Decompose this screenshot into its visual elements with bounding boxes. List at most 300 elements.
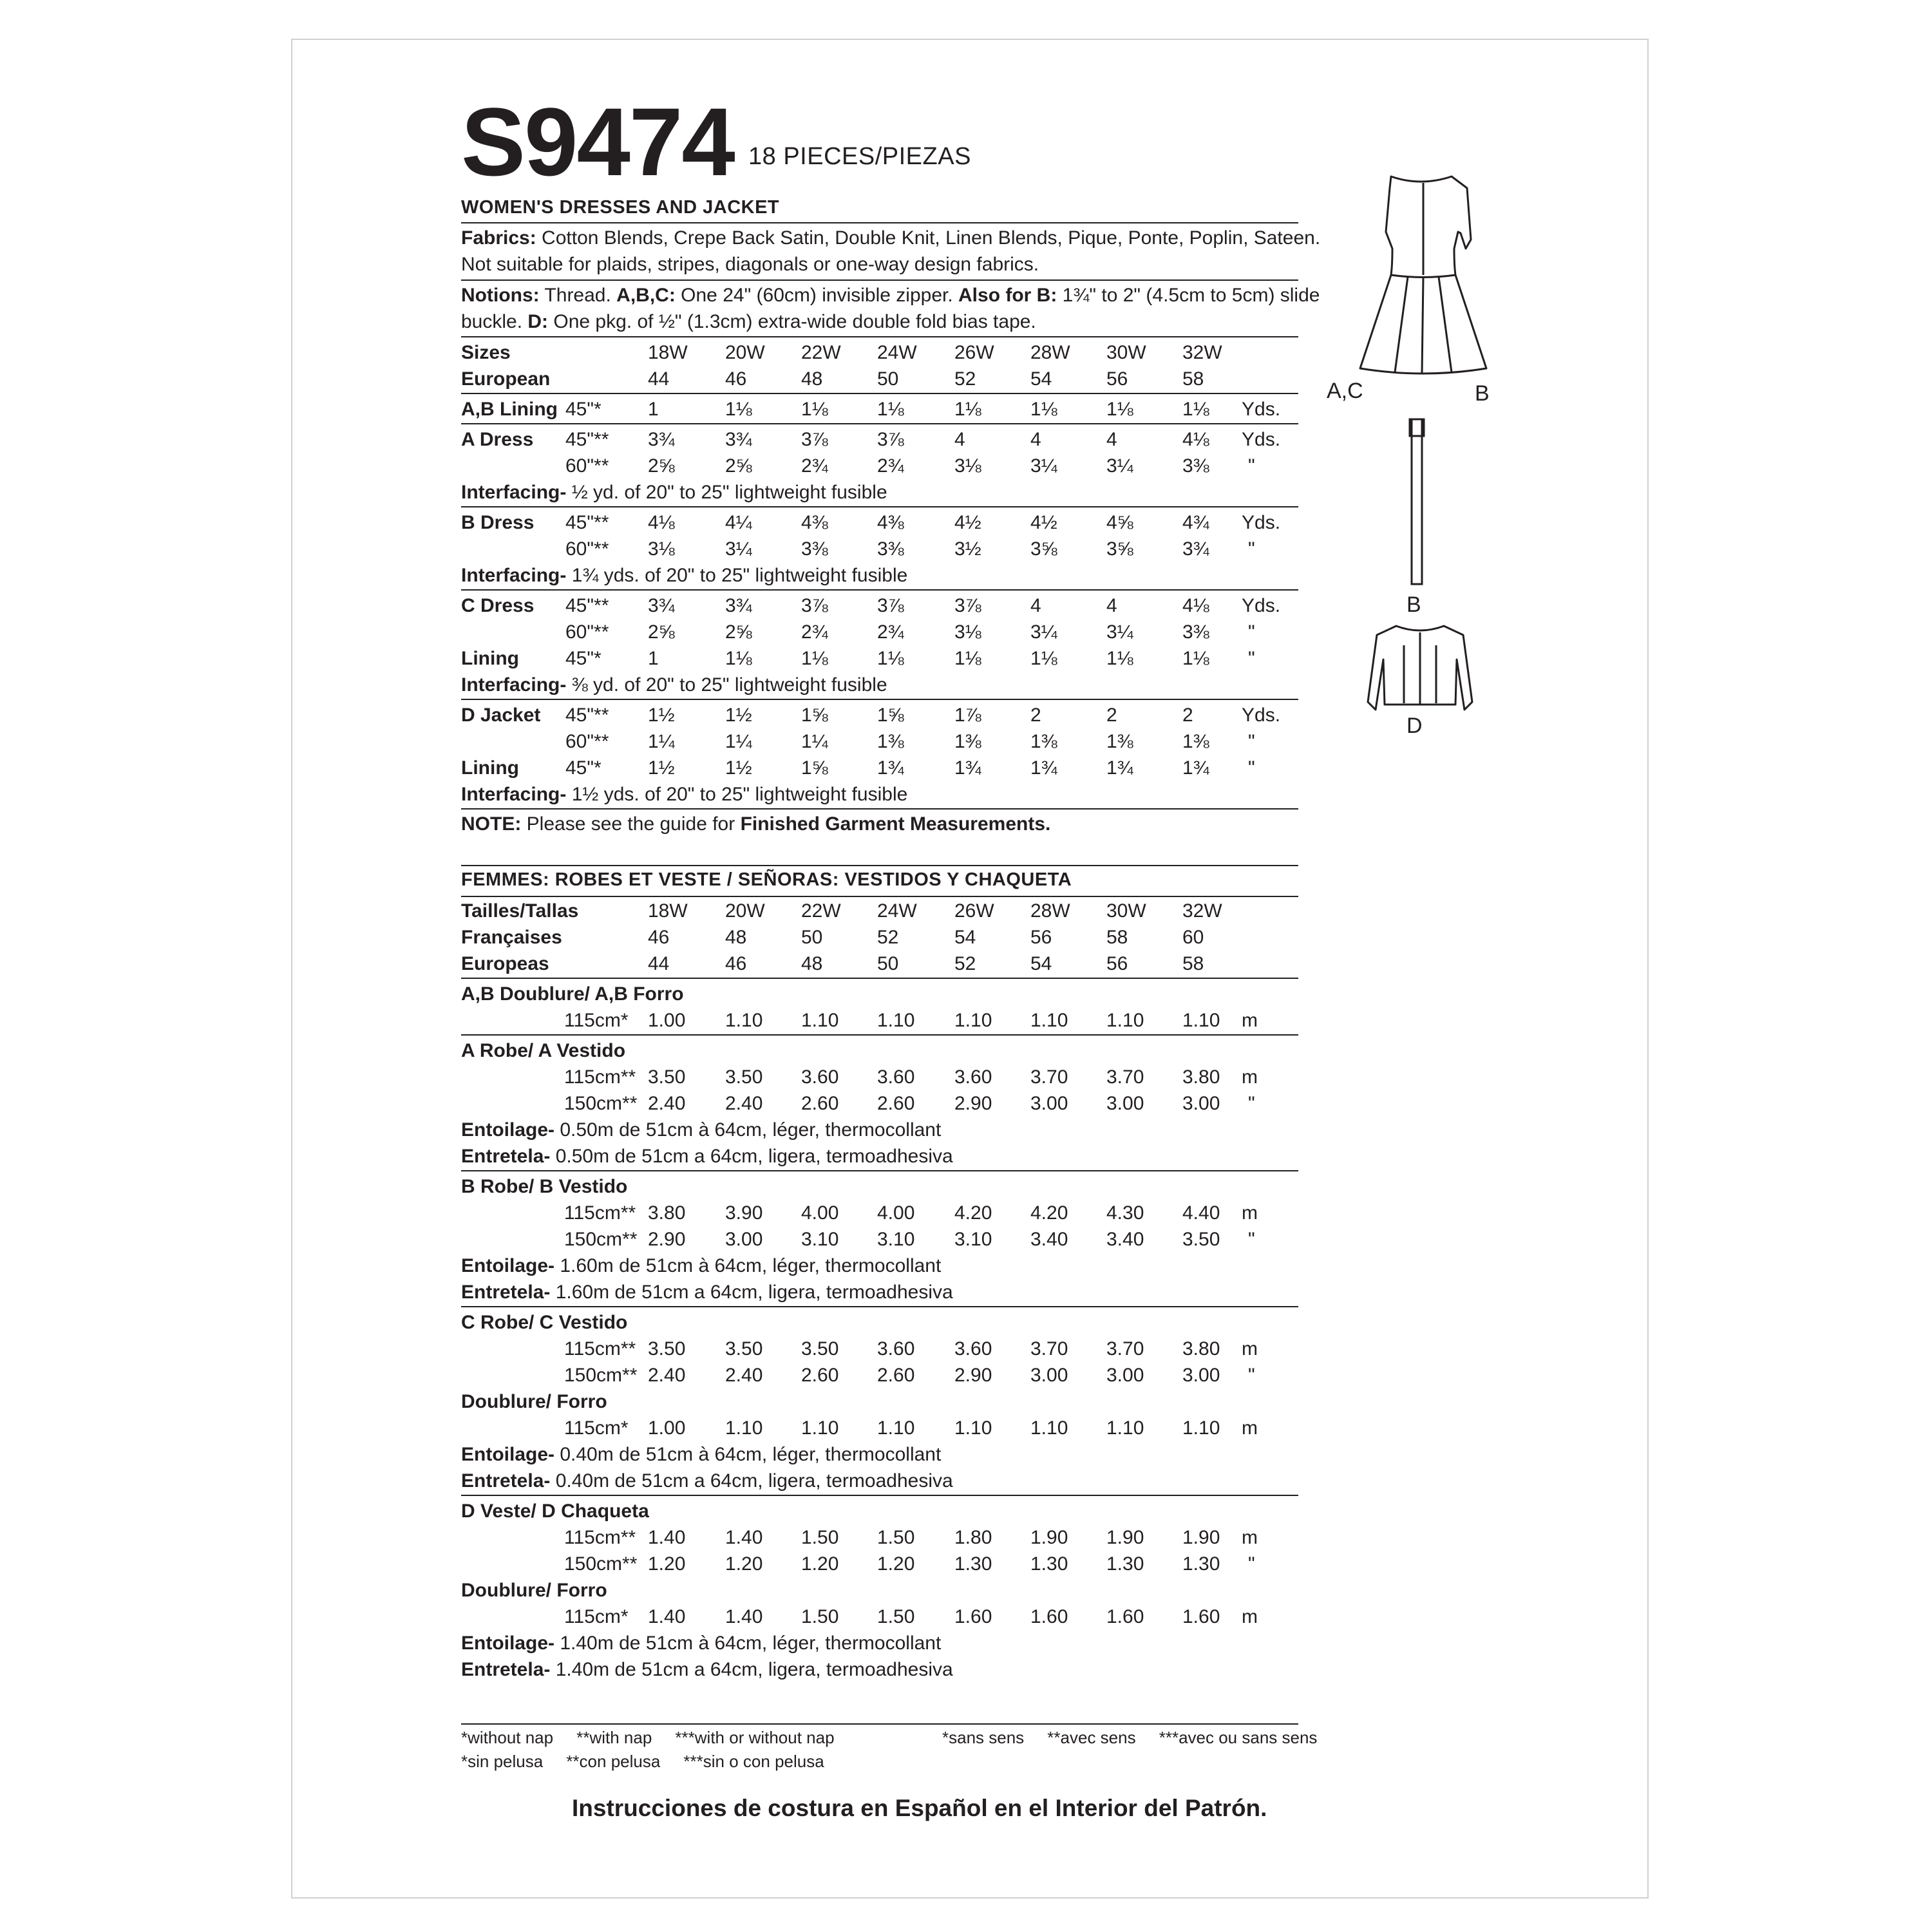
unit: " [1248, 455, 1255, 477]
size-cell: 28W [1030, 342, 1070, 363]
size-cell: 1¾ [1106, 757, 1133, 779]
size-cell: 1.50 [877, 1527, 915, 1548]
size-cell: 1.90 [1030, 1527, 1068, 1548]
table-row [461, 1309, 1298, 1336]
size-cell: 2¾ [877, 621, 904, 643]
interfacing-text: ½ yd. of 20" to 25" lightweight fusible [566, 482, 887, 503]
interfacing-label: Entoilage- [461, 1633, 555, 1654]
table-row [461, 426, 1298, 453]
row-label: Lining [461, 648, 519, 669]
size-cell: 3.10 [801, 1229, 839, 1250]
size-cell: 1.10 [1106, 1010, 1144, 1031]
note-text: Please see the guide for [521, 813, 741, 835]
label-belt-b: B [1406, 592, 1421, 617]
size-cell: 60 [1182, 927, 1204, 948]
interfacing-line [461, 479, 887, 506]
dress-ac-b-illustration [1346, 169, 1501, 388]
size-cell: 1⅛ [801, 399, 828, 420]
size-cell: 1.10 [725, 1417, 763, 1439]
table-row [461, 781, 1298, 808]
table-row [461, 1498, 1298, 1524]
table-row [461, 453, 1298, 479]
table-rule [461, 1034, 1298, 1036]
size-cell: 18W [648, 342, 688, 363]
interfacing-line [461, 1468, 953, 1494]
size-cell: 3.00 [1030, 1093, 1068, 1114]
size-cell: 4¼ [725, 512, 752, 533]
size-cell: 1.60 [1106, 1606, 1144, 1627]
label-view-b: B [1475, 381, 1490, 406]
size-cell: 1⅝ [877, 705, 904, 726]
size-cell: 46 [725, 953, 747, 974]
size-cell: 26W [954, 342, 994, 363]
size-cell: 50 [877, 953, 899, 974]
size-cell: 1.40 [725, 1527, 763, 1548]
rule-metric-title [461, 896, 1298, 897]
fabric-width: 150cm** [564, 1365, 638, 1386]
size-cell: 24W [877, 342, 917, 363]
interfacing-line [461, 1630, 941, 1656]
unit: " [1248, 1553, 1255, 1575]
size-cell: 1½ [725, 757, 752, 779]
fabric-width: 115cm** [564, 1338, 636, 1359]
size-cell: 1¾ [1182, 757, 1209, 779]
fabric-width: 60"** [565, 731, 609, 752]
unit: m [1242, 1606, 1258, 1627]
size-cell: 2.40 [648, 1093, 686, 1114]
size-cell: 1¾ [954, 757, 981, 779]
interfacing-label: Interfacing- [461, 482, 567, 503]
row-label: B Dress [461, 512, 535, 533]
table-rule [461, 1306, 1298, 1307]
size-cell: 1.10 [801, 1417, 839, 1439]
footnote-spanish: *sin pelusa **con pelusa ***sin o con pelusa [461, 1752, 824, 1771]
table-row [461, 1604, 1298, 1630]
interfacing-text: 0.50m de 51cm a 64cm, ligera, termoadhesiva [550, 1146, 953, 1167]
table-row [461, 366, 1298, 392]
size-cell: 32W [1182, 342, 1222, 363]
fabric-width: 45"** [565, 512, 609, 533]
jacket-d-illustration [1359, 620, 1481, 716]
size-cell: 4⅝ [1106, 512, 1133, 533]
size-cell: 4⅛ [1182, 429, 1209, 450]
size-cell: 1.00 [648, 1010, 686, 1031]
size-cell: 3⅞ [801, 595, 828, 616]
interfacing-text: 1.40m de 51cm a 64cm, ligera, termoadhesiva [550, 1659, 953, 1680]
size-cell: 4¾ [1182, 512, 1209, 533]
size-cell: 4⅜ [801, 512, 828, 533]
size-cell: 48 [801, 953, 823, 974]
interfacing-text: ⅜ yd. of 20" to 25" lightweight fusible [566, 674, 887, 696]
size-cell: 2 [1106, 705, 1117, 726]
footnote-english: *without nap **with nap ***with or without nap [461, 1728, 835, 1747]
size-cell: 1½ [725, 705, 752, 726]
table-row [461, 898, 1298, 924]
size-cell: 46 [648, 927, 670, 948]
size-cell: 3.00 [1182, 1093, 1220, 1114]
size-cell: 1.10 [1106, 1417, 1144, 1439]
unit: m [1242, 1010, 1258, 1031]
size-cell: 3.80 [648, 1202, 686, 1224]
size-cell: 2¾ [801, 621, 828, 643]
size-cell: 2.60 [877, 1093, 915, 1114]
size-cell: 1⅛ [725, 648, 752, 669]
unit: m [1242, 1202, 1258, 1224]
interfacing-label: Entretela- [461, 1282, 551, 1303]
size-cell: 1.30 [1106, 1553, 1144, 1575]
size-cell: 3.00 [725, 1229, 763, 1250]
size-cell: 1⅛ [1182, 648, 1209, 669]
table-row [461, 619, 1298, 645]
unit: Yds. [1242, 705, 1281, 726]
fabric-width: 45"* [565, 399, 601, 420]
size-cell: 1⅜ [1106, 731, 1133, 752]
size-cell: 28W [1030, 900, 1070, 922]
size-cell: 3.50 [1182, 1229, 1220, 1250]
notions-text-2: One 24" (60cm) invisible zipper. [675, 285, 959, 306]
unit: Yds. [1242, 512, 1281, 533]
size-cell: 54 [1030, 368, 1052, 390]
table-rule [461, 423, 1298, 424]
note-label: NOTE: [461, 813, 522, 835]
size-cell: 1.30 [1030, 1553, 1068, 1575]
size-cell: 3.50 [725, 1066, 763, 1088]
unit: " [1248, 1229, 1255, 1250]
interfacing-label: Entoilage- [461, 1119, 555, 1141]
interfacing-label: Entretela- [461, 1659, 551, 1680]
fabrics-line-2: Not suitable for plaids, stripes, diagonals or one-way design fabrics. [461, 254, 1039, 275]
table-row [461, 562, 1298, 589]
size-cell: 56 [1106, 953, 1128, 974]
interfacing-line [461, 1441, 941, 1468]
size-cell: 1.10 [877, 1010, 915, 1031]
size-cell: 1.10 [725, 1010, 763, 1031]
size-cell: 1.10 [1182, 1417, 1220, 1439]
interfacing-text: 0.50m de 51cm à 64cm, léger, thermocollant [554, 1119, 942, 1141]
size-cell: 1⅛ [877, 399, 904, 420]
interfacing-label: Entretela- [461, 1146, 551, 1167]
interfacing-line [461, 672, 887, 698]
size-cell: 3⅛ [954, 621, 981, 643]
size-cell: 1¼ [648, 731, 675, 752]
spanish-instructions-note: Instrucciones de costura en Español en el Interior del Patrón. [572, 1795, 1267, 1821]
size-cell: 3⅞ [801, 429, 828, 450]
row-label: Lining [461, 757, 519, 779]
size-cell: 22W [801, 342, 841, 363]
label-view-d: D [1406, 714, 1423, 738]
size-cell: 3⅛ [648, 538, 675, 560]
size-cell: 44 [648, 368, 670, 390]
size-cell: 1⅜ [1030, 731, 1057, 752]
fabric-width: 115cm* [564, 1606, 629, 1627]
table-row [461, 924, 1298, 951]
size-cell: 3.00 [1030, 1365, 1068, 1386]
interfacing-text: 1.60m de 51cm à 64cm, léger, thermocollant [554, 1255, 942, 1276]
yardage-table-us [461, 339, 1298, 842]
size-cell: 3.60 [801, 1066, 839, 1088]
row-label: C Dress [461, 595, 535, 616]
rule-notions [461, 336, 1298, 337]
notions-line-1 [461, 282, 1320, 308]
size-cell: 48 [725, 927, 747, 948]
footnote-french: *sans sens **avec sens ***avec ou sans sens [942, 1728, 1318, 1747]
table-row [461, 1007, 1298, 1034]
row-label: D Veste/ D Chaqueta [461, 1501, 649, 1522]
size-cell: 1.20 [725, 1553, 763, 1575]
size-cell: 3.70 [1030, 1338, 1068, 1359]
size-cell: 1⅜ [954, 731, 981, 752]
table-row [461, 396, 1298, 422]
notions-abc: A,B,C: [616, 285, 676, 306]
size-cell: 4.00 [877, 1202, 915, 1224]
table-row [461, 1037, 1298, 1064]
size-cell: 4⅜ [877, 512, 904, 533]
size-cell: 1⅛ [1182, 399, 1209, 420]
size-cell: 3.40 [1030, 1229, 1068, 1250]
size-cell: 1.60 [1182, 1606, 1220, 1627]
table-row [461, 981, 1298, 1007]
size-cell: 3¼ [1030, 455, 1057, 477]
notions-label: Notions: [461, 285, 540, 306]
fabric-width: 150cm** [564, 1229, 638, 1250]
fabric-width: 115cm** [564, 1527, 636, 1548]
table-row [461, 702, 1298, 728]
size-cell: 2 [1182, 705, 1193, 726]
size-cell: 1¼ [801, 731, 828, 752]
unit: m [1242, 1066, 1258, 1088]
size-cell: 2.60 [801, 1365, 839, 1386]
table-row [461, 1656, 1298, 1683]
pieces-count: 18 PIECES/PIEZAS [748, 143, 971, 170]
size-cell: 1⅛ [725, 399, 752, 420]
size-cell: 52 [877, 927, 899, 948]
size-cell: 3.70 [1106, 1066, 1144, 1088]
size-cell: 3½ [954, 538, 981, 560]
size-cell: 3.40 [1106, 1229, 1144, 1250]
notions-text-1: Thread. [539, 285, 617, 306]
size-cell: 3.70 [1106, 1338, 1144, 1359]
notions-also-b: Also for B: [958, 285, 1057, 306]
fabric-width: 115cm* [564, 1010, 629, 1031]
fabric-width: 115cm** [564, 1202, 636, 1224]
size-cell: 54 [1030, 953, 1052, 974]
row-label: A Dress [461, 429, 534, 450]
size-cell: 4 [954, 429, 965, 450]
note-line [461, 811, 1050, 837]
size-cell: 3.80 [1182, 1066, 1220, 1088]
table-row [461, 645, 1298, 672]
row-label: Doublure/ Forro [461, 1580, 607, 1601]
row-label: A,B Lining [461, 399, 558, 420]
size-cell: 4 [1030, 429, 1041, 450]
table-row [461, 1630, 1298, 1656]
size-cell: 2⅝ [648, 455, 675, 477]
size-cell: 3¼ [1106, 621, 1133, 643]
size-cell: 2.60 [801, 1093, 839, 1114]
unit: Yds. [1242, 429, 1281, 450]
table-rule [461, 808, 1298, 810]
interfacing-line [461, 1117, 941, 1143]
table-row [461, 1279, 1298, 1305]
row-label: Doublure/ Forro [461, 1391, 607, 1412]
size-cell: 4.20 [954, 1202, 992, 1224]
size-cell: 2.40 [648, 1365, 686, 1386]
size-cell: 1⅝ [801, 705, 828, 726]
size-cell: 2⅝ [725, 455, 752, 477]
size-cell: 3.50 [648, 1066, 686, 1088]
size-cell: 1.10 [1030, 1010, 1068, 1031]
row-label: A Robe/ A Vestido [461, 1040, 626, 1061]
interfacing-line [461, 1143, 953, 1170]
fabric-width: 45"** [565, 595, 609, 616]
size-cell: 1½ [648, 705, 675, 726]
rule-title [461, 222, 1298, 223]
table-row [461, 1226, 1298, 1253]
fabrics-text: Cotton Blends, Crepe Back Satin, Double Knit, Linen Blends, Pique, Ponte, Poplin, Sateen. [536, 227, 1321, 249]
table-row [461, 1551, 1298, 1577]
size-cell: 3.60 [954, 1066, 992, 1088]
size-cell: 4.00 [801, 1202, 839, 1224]
table-rule [461, 393, 1298, 394]
unit: " [1248, 757, 1255, 779]
table-row [461, 1173, 1298, 1200]
size-cell: 3⅝ [1106, 538, 1133, 560]
size-cell: 1.20 [877, 1553, 915, 1575]
size-cell: 3⅞ [877, 595, 904, 616]
row-label: B Robe/ B Vestido [461, 1176, 628, 1197]
size-cell: 3⅞ [877, 429, 904, 450]
size-cell: 1.10 [954, 1010, 992, 1031]
size-cell: 50 [801, 927, 823, 948]
notions-d: D: [527, 311, 549, 332]
size-cell: 4 [1106, 429, 1117, 450]
row-label: Europeas [461, 953, 549, 974]
table-row [461, 479, 1298, 506]
size-cell: 20W [725, 900, 765, 922]
size-cell: 1⅛ [954, 648, 981, 669]
size-cell: 1¼ [725, 731, 752, 752]
row-label: European [461, 368, 551, 390]
size-cell: 3⅜ [801, 538, 828, 560]
size-cell: 3.60 [954, 1338, 992, 1359]
interfacing-label: Entoilage- [461, 1255, 555, 1276]
unit: " [1248, 731, 1255, 752]
interfacing-label: Interfacing- [461, 674, 567, 696]
size-cell: 1.30 [954, 1553, 992, 1575]
fabric-width: 60"** [565, 455, 609, 477]
size-cell: 3.60 [877, 1338, 915, 1359]
metric-title: FEMMES: ROBES ET VESTE / SEÑORAS: VESTIDOS Y CHAQUETA [461, 869, 1072, 890]
table-row [461, 1415, 1298, 1441]
note-bold: Finished Garment Measurements. [740, 813, 1051, 835]
row-label: D Jacket [461, 705, 541, 726]
interfacing-label: Entoilage- [461, 1444, 555, 1465]
size-cell: 4.40 [1182, 1202, 1220, 1224]
interfacing-line [461, 1656, 953, 1683]
table-rule [461, 978, 1298, 979]
size-cell: 30W [1106, 900, 1146, 922]
unit: " [1248, 1365, 1255, 1386]
size-cell: 1.50 [801, 1527, 839, 1548]
size-cell: 1⅛ [1106, 399, 1133, 420]
fabric-width: 150cm** [564, 1553, 638, 1575]
size-cell: 3.50 [801, 1338, 839, 1359]
interfacing-label: Entretela- [461, 1470, 551, 1492]
fabric-width: 45"** [565, 705, 609, 726]
fabric-width: 45"* [565, 648, 601, 669]
size-cell: 3.10 [954, 1229, 992, 1250]
size-cell: 26W [954, 900, 994, 922]
table-row [461, 1253, 1298, 1279]
size-cell: 1.10 [954, 1417, 992, 1439]
unit: " [1248, 621, 1255, 643]
size-cell: 2¾ [877, 455, 904, 477]
size-cell: 3⅜ [1182, 621, 1209, 643]
size-cell: 4½ [954, 512, 981, 533]
interfacing-text: 1.60m de 51cm a 64cm, ligera, termoadhesiva [550, 1282, 953, 1303]
table-rule [461, 589, 1298, 591]
interfacing-text: 0.40m de 51cm a 64cm, ligera, termoadhesiva [550, 1470, 953, 1492]
unit: " [1248, 648, 1255, 669]
size-cell: 1⅞ [954, 705, 981, 726]
size-cell: 2.60 [877, 1365, 915, 1386]
row-label: Sizes [461, 342, 511, 363]
table-row [461, 1336, 1298, 1362]
table-rule [461, 1170, 1298, 1171]
fabric-width: 45"** [565, 429, 609, 450]
size-cell: 1.40 [648, 1606, 686, 1627]
notions-text-3: 1¾" to 2" (4.5cm to 5cm) slide [1057, 285, 1320, 306]
size-cell: 3⅜ [877, 538, 904, 560]
size-cell: 3¼ [1030, 621, 1057, 643]
size-cell: 1.40 [725, 1606, 763, 1627]
fabric-width: 115cm* [564, 1417, 629, 1439]
table-row [461, 339, 1298, 366]
size-cell: 46 [725, 368, 747, 390]
table-row [461, 1388, 1298, 1415]
table-row [461, 1200, 1298, 1226]
unit: Yds. [1242, 595, 1281, 616]
label-view-ac: A,C [1327, 379, 1363, 403]
size-cell: 1¾ [1030, 757, 1057, 779]
size-cell: 48 [801, 368, 823, 390]
size-cell: 3¾ [648, 595, 675, 616]
size-cell: 3.90 [725, 1202, 763, 1224]
size-cell: 3.10 [877, 1229, 915, 1250]
size-cell: 3.70 [1030, 1066, 1068, 1088]
size-cell: 1.90 [1106, 1527, 1144, 1548]
size-cell: 2⅝ [648, 621, 675, 643]
unit: m [1242, 1527, 1258, 1548]
size-cell: 3¾ [648, 429, 675, 450]
table-row [461, 951, 1298, 977]
table-rule [461, 1495, 1298, 1496]
size-cell: 24W [877, 900, 917, 922]
table-row [461, 1468, 1298, 1494]
size-cell: 1⅛ [1030, 648, 1057, 669]
interfacing-label: Interfacing- [461, 784, 567, 805]
size-cell: 1½ [648, 757, 675, 779]
size-cell: 1.50 [877, 1606, 915, 1627]
fabrics-label: Fabrics: [461, 227, 536, 249]
row-label: A,B Doublure/ A,B Forro [461, 983, 684, 1005]
interfacing-text: 1.40m de 51cm à 64cm, léger, thermocollant [554, 1633, 942, 1654]
fabric-width: 45"* [565, 757, 601, 779]
size-cell: 4.30 [1106, 1202, 1144, 1224]
size-cell: 2¾ [801, 455, 828, 477]
size-cell: 1.60 [954, 1606, 992, 1627]
table-row [461, 728, 1298, 755]
